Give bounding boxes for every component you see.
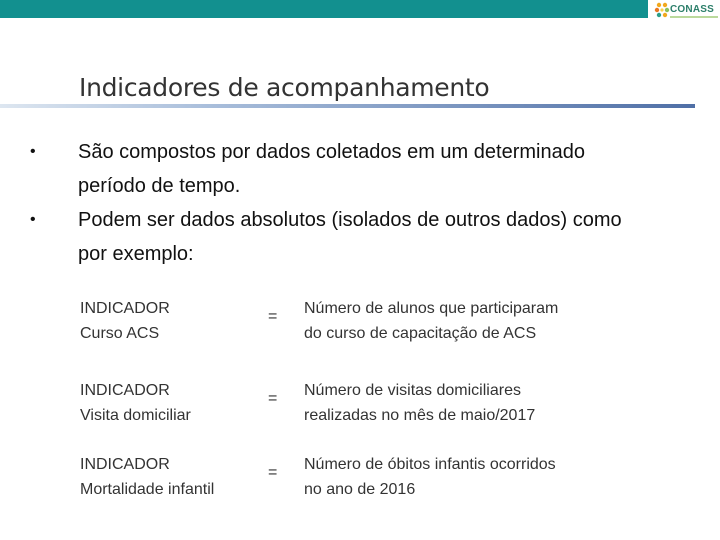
- bullet-text-line: Podem ser dados absolutos (isolados de outros dados) como: [78, 209, 622, 231]
- indicator-description: [304, 452, 704, 502]
- indicator-type: INDICADOR: [80, 456, 170, 473]
- indicator-description: [304, 296, 704, 346]
- indicator-description: [304, 378, 704, 428]
- bullet-item: [30, 135, 710, 203]
- bullet-marker: •: [30, 211, 36, 228]
- bullet-list: [30, 135, 710, 271]
- conass-logo: [652, 0, 720, 22]
- description-line: Número de alunos que participaram: [304, 300, 559, 317]
- bullet-marker: •: [30, 143, 36, 160]
- conass-logo-icon: [654, 1, 670, 19]
- indicator-type: INDICADOR: [80, 382, 170, 399]
- bullet-item: [30, 203, 710, 271]
- description-line: Número de visitas domiciliares: [304, 382, 521, 399]
- equals-sign: =: [268, 464, 278, 481]
- description-line: Número de óbitos infantis ocorridos: [304, 456, 556, 473]
- equals-sign: =: [268, 390, 278, 407]
- indicator-row: [80, 452, 700, 504]
- header-bar: [0, 0, 648, 18]
- description-line: no ano de 2016: [304, 481, 416, 498]
- logo-tagline: [670, 16, 718, 18]
- indicator-row: [80, 378, 700, 430]
- bullet-text-line: São compostos por dados coletados em um determinado: [78, 141, 585, 163]
- indicator-name: Curso ACS: [80, 325, 160, 342]
- indicator-name: Visita domiciliar: [80, 407, 191, 424]
- description-line: realizadas no mês de maio/2017: [304, 407, 536, 424]
- logo-text: CONASS: [670, 4, 714, 15]
- indicator-row: [80, 296, 700, 348]
- indicator-label: [80, 378, 260, 428]
- indicator-type: INDICADOR: [80, 300, 170, 317]
- indicator-label: [80, 296, 260, 346]
- title-underline: [0, 104, 695, 108]
- indicator-name: Mortalidade infantil: [80, 481, 215, 498]
- bullet-text-line: período de tempo.: [78, 175, 241, 197]
- page-title: Indicadores de acompanhamento: [79, 73, 490, 102]
- indicator-label: [80, 452, 260, 502]
- bullet-text-line: por exemplo:: [78, 243, 194, 265]
- equals-sign: =: [268, 308, 278, 325]
- description-line: do curso de capacitação de ACS: [304, 325, 537, 342]
